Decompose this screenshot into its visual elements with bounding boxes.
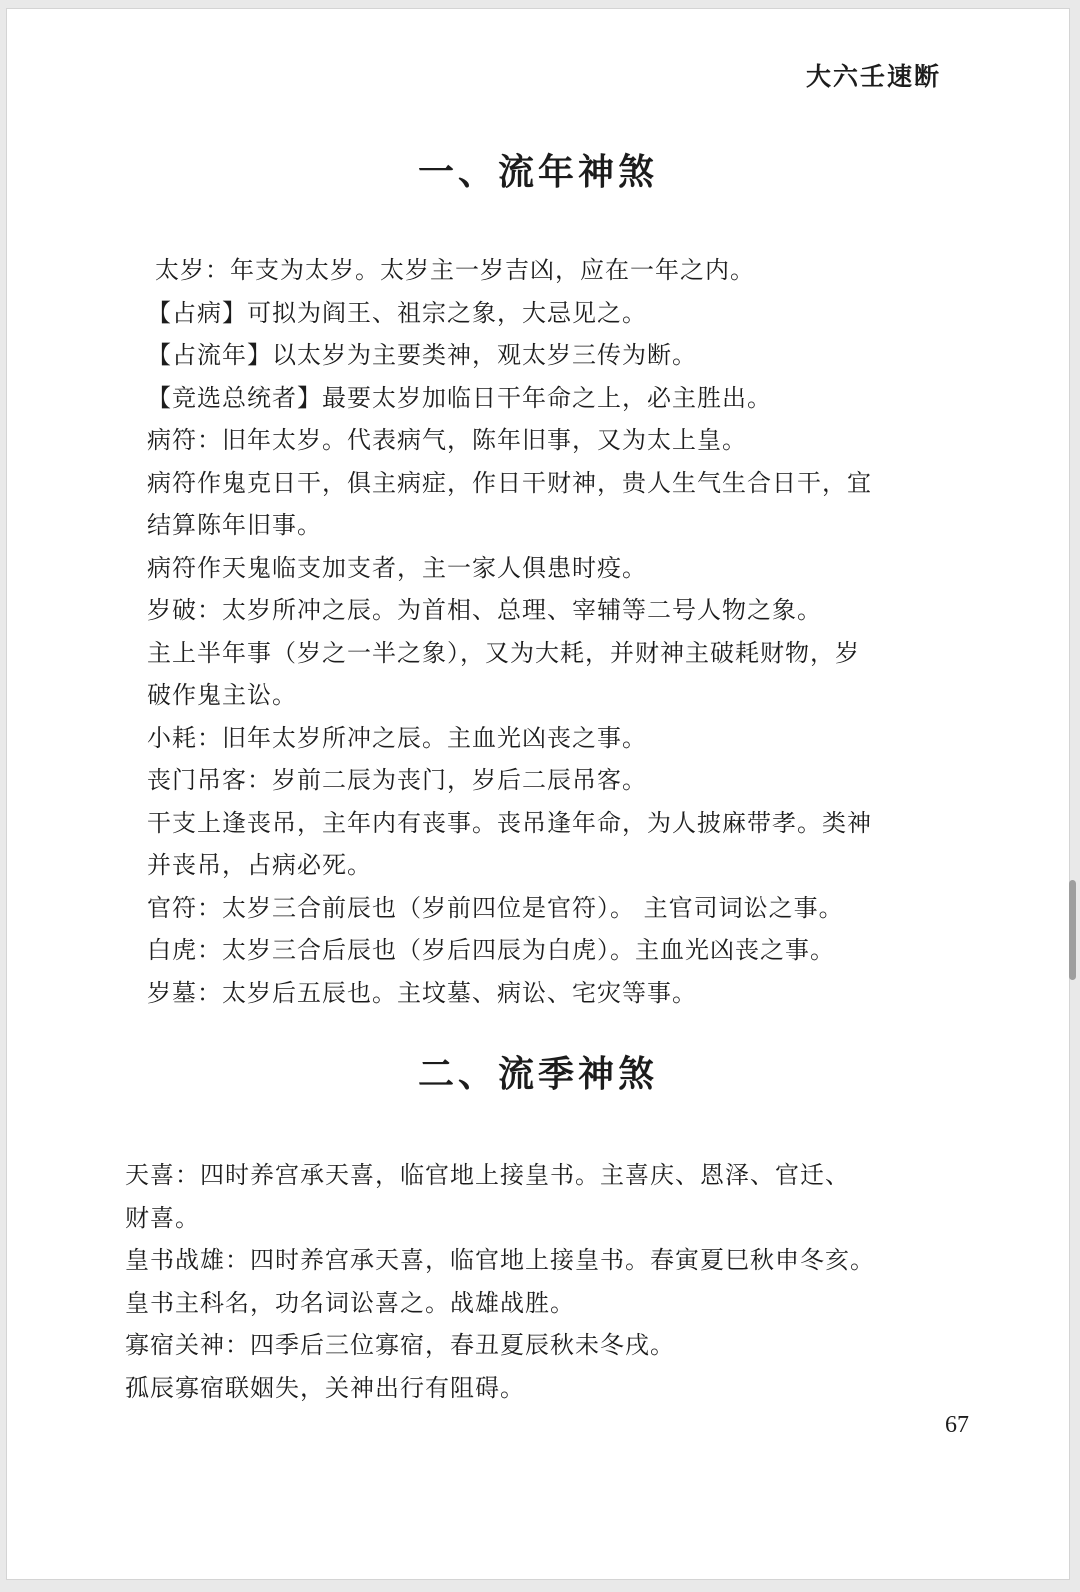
text-line: 结算陈年旧事。 <box>147 511 322 539</box>
section-title-seasonal-spirits: 二、流季神煞 <box>417 1053 658 1095</box>
text-line: 主上半年事（岁之一半之象），又为大耗，并财神主破耗财物，岁 <box>147 638 860 667</box>
running-header: 大六壬速断 <box>805 62 941 91</box>
section-body-seasonal-spirits <box>125 1154 965 1409</box>
text-line: 白虎：太岁三合后辰也（岁后四辰为白虎）。主血光凶丧之事。 <box>147 936 835 964</box>
scrollbar-thumb[interactable] <box>1069 880 1076 980</box>
book-page <box>6 8 1070 1580</box>
text-line: 天喜：四时养宫承天喜，临官地上接皇书。主喜庆、恩泽、官迁、 <box>125 1161 850 1189</box>
text-line: 破作鬼主讼。 <box>147 681 297 709</box>
text-line: 【占病】可拟为阎王、祖宗之象，大忌见之。 <box>147 298 647 327</box>
text-line: 并丧吊，占病必死。 <box>147 851 372 879</box>
section-title-annual-spirits: 一、流年神煞 <box>417 151 658 193</box>
text-line: 官符：太岁三合前辰也（岁前四位是官符）。 主官司词讼之事。 <box>147 893 844 922</box>
text-line: 太岁：年支为太岁。太岁主一岁吉凶，应在一年之内。 <box>155 256 755 284</box>
text-line: 孤辰寡宿联姻失，关神出行有阻碍。 <box>125 1373 525 1402</box>
text-line: 病符：旧年太岁。代表病气，陈年旧事，又为太上皇。 <box>147 426 747 454</box>
text-line: 皇书战雄：四时养宫承天喜，临官地上接皇书。春寅夏巳秋申冬亥。 <box>125 1246 875 1274</box>
text-line: 寡宿关神：四季后三位寡宿，春丑夏辰秋未冬戌。 <box>125 1331 675 1359</box>
text-line: 干支上逢丧吊，主年内有丧事。丧吊逢年命，为人披麻带孝。类神 <box>147 808 872 837</box>
text-line: 【占流年】以太岁为主要类神，观太岁三传为断。 <box>147 341 697 369</box>
text-line: 【竞选总统者】最要太岁加临日干年命之上，必主胜出。 <box>147 383 772 412</box>
text-line: 岁破：太岁所冲之辰。为首相、总理、宰辅等二号人物之象。 <box>147 596 822 624</box>
text-line: 病符作鬼克日干，俱主病症，作日干财神，贵人生气生合日干，宜 <box>147 468 872 497</box>
text-line: 丧门吊客：岁前二辰为丧门，岁后二辰吊客。 <box>147 766 647 794</box>
text-line: 岁墓：太岁后五辰也。主坟墓、病讼、宅灾等事。 <box>147 978 697 1007</box>
page-number: 67 <box>945 1412 969 1438</box>
text-line: 小耗：旧年太岁所冲之辰。主血光凶丧之事。 <box>147 723 647 752</box>
text-line: 财喜。 <box>125 1203 200 1232</box>
section-body-annual-spirits <box>137 249 957 1014</box>
text-line: 病符作天鬼临支加支者，主一家人俱患时疫。 <box>147 553 647 582</box>
text-line: 皇书主科名，功名词讼喜之。战雄战胜。 <box>125 1288 575 1317</box>
